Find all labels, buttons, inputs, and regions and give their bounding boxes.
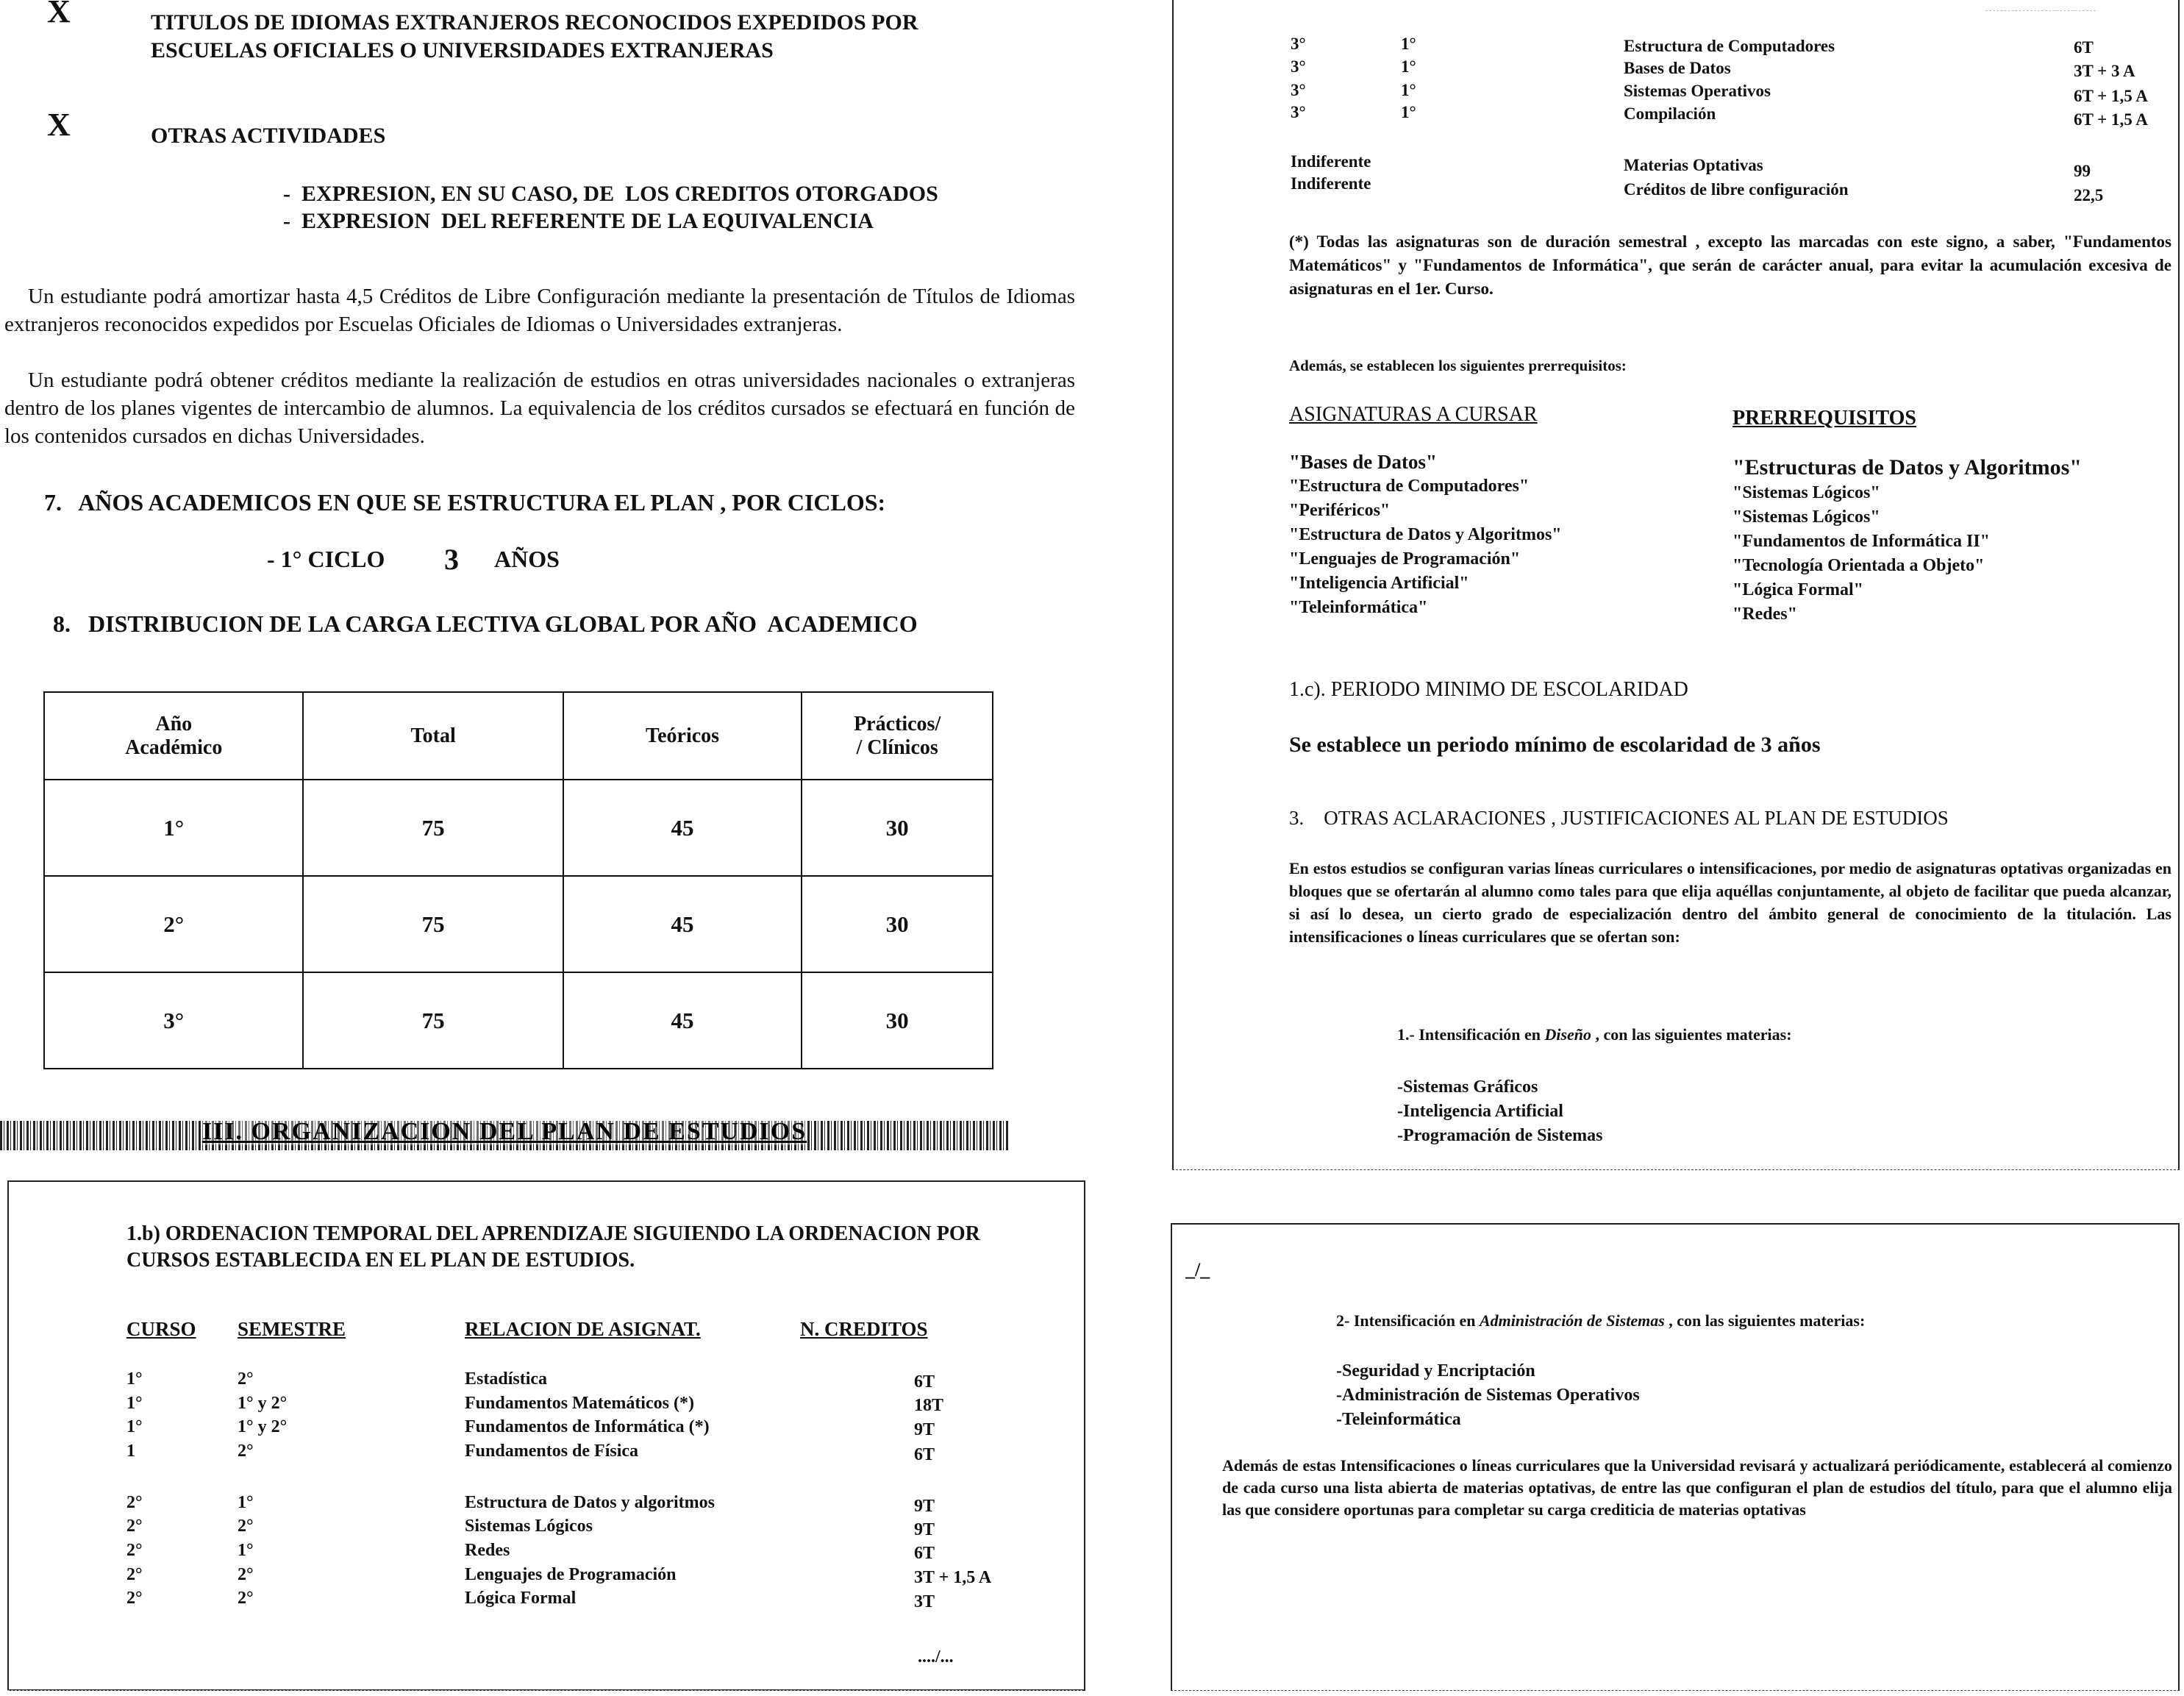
col-creditos-header: N. CREDITOS bbox=[800, 1318, 928, 1340]
header-cell bbox=[802, 692, 993, 780]
row-asignatura: Sistemas Lógicos bbox=[465, 1517, 593, 1536]
asignaturas-col-header: ASIGNATURAS A CURSAR bbox=[1289, 403, 1538, 426]
ciclo-label: - 1° CICLO bbox=[267, 546, 385, 572]
right-top-bottom-edge bbox=[1172, 1169, 2180, 1170]
table-row bbox=[44, 780, 993, 876]
row-creditos: 6T + 1,5 A bbox=[2074, 110, 2148, 129]
row-creditos: 9T bbox=[914, 1520, 935, 1539]
row-creditos: 6T bbox=[914, 1372, 935, 1392]
list-item: "Fundamentos de Informática II" bbox=[1732, 532, 1990, 551]
header-teoricos: Teóricos bbox=[646, 724, 720, 747]
right-bottom-left-border bbox=[1171, 1223, 1172, 1691]
row-semestre: 1° bbox=[1401, 57, 1416, 76]
paragraph-intercambio: Un estudiante podrá obtener créditos mediante la realización de estudios en otras universidades nacionales o extranjeras dentro de los planes vigentes de intercambio de alumnos. La equivalencia de los créditos cursados se efectuará en función de los contenidos cursados en dichas Universidades. bbox=[4, 368, 1075, 448]
row-creditos: 6T bbox=[914, 1544, 935, 1563]
intensificacion-1-suffix: , con las siguientes materias: bbox=[1591, 1025, 1792, 1044]
col-curso-header: CURSO bbox=[126, 1318, 196, 1340]
section-8-heading: 8. DISTRIBUCION DE LA CARGA LECTIVA GLOBAL POR AÑO ACADEMICO bbox=[53, 610, 918, 637]
checkbox-mark-2: X bbox=[47, 107, 71, 143]
row-creditos: 9T bbox=[914, 1497, 935, 1516]
row-semestre: 1° bbox=[1401, 35, 1416, 53]
list-item: -Inteligencia Artificial bbox=[1397, 1102, 1563, 1121]
row-creditos: 99 bbox=[2074, 162, 2091, 180]
idiomas-heading-line1: TITULOS DE IDIOMAS EXTRANJEROS RECONOCIDOS EXPEDIDOS POR bbox=[151, 10, 918, 35]
list-item: "Estructura de Datos y Algoritmos" bbox=[1289, 525, 1562, 544]
header-cell bbox=[303, 692, 563, 780]
intensificacion-2-name: Administración de Sistemas bbox=[1479, 1311, 1665, 1330]
header-cell bbox=[563, 692, 802, 780]
continuation-mark: ..../... bbox=[918, 1647, 954, 1667]
prerrequisitos-col-header: PRERREQUISITOS bbox=[1732, 407, 1917, 430]
row-creditos: 3T + 3 A bbox=[2074, 62, 2135, 80]
header-ano: Año Académico bbox=[125, 712, 223, 759]
table-header-row bbox=[44, 692, 993, 780]
intensificacion-1-list bbox=[1397, 1075, 1603, 1148]
intensificacion-2 bbox=[1336, 1311, 1865, 1330]
section-banner-text: III. ORGANIZACION DEL PLAN DE ESTUDIOS bbox=[201, 1118, 807, 1145]
row-asignatura: Bases de Datos bbox=[1624, 59, 1731, 77]
cell-ano: 3° bbox=[44, 972, 303, 1069]
checkbox-mark-1: X bbox=[47, 0, 71, 29]
row-curso: 2° bbox=[126, 1565, 143, 1584]
row-asignatura: Fundamentos Matemáticos (*) bbox=[465, 1394, 694, 1413]
row-semestre: 1° bbox=[1401, 81, 1416, 99]
row-creditos: 6T bbox=[914, 1445, 935, 1464]
cell-practicos: 30 bbox=[802, 972, 993, 1069]
row-semestre: 1° y 2° bbox=[238, 1417, 288, 1436]
row-asignatura: Lógica Formal bbox=[465, 1589, 577, 1608]
idiomas-heading-line2: ESCUELAS OFICIALES O UNIVERSIDADES EXTRANJERAS bbox=[151, 38, 774, 63]
row-semestre: 1° bbox=[1401, 103, 1416, 121]
row-creditos: 6T + 1,5 A bbox=[2074, 87, 2148, 105]
intensificacion-2-list bbox=[1336, 1359, 1640, 1432]
ordenacion-title-line2: CURSOS ESTABLECIDA EN EL PLAN DE ESTUDIOS. bbox=[126, 1249, 635, 1272]
col-asignatura-header: RELACION DE ASIGNAT. bbox=[465, 1318, 701, 1340]
row-semestre: 2° bbox=[238, 1369, 254, 1389]
asignaturas-note: (*) Todas las asignaturas son de duración semestral , excepto las marcadas con este signo, a saber, "Fundamentos Matemáticos" y "Fundamentos de Informática", que serán de carácter anual, para evitar la acumulación excesiva de asignaturas en el 1er. Curso. bbox=[1289, 232, 2171, 298]
carga-lectiva-table bbox=[43, 691, 993, 1069]
row-asignatura: Materias Optativas bbox=[1624, 156, 1763, 174]
row-curso: Indiferente bbox=[1291, 174, 1371, 193]
cell-total: 75 bbox=[303, 876, 563, 972]
right-top-right-border bbox=[2178, 0, 2180, 1169]
bullet-creditos: - EXPRESION, EN SU CASO, DE LOS CREDITOS OTORGADOS bbox=[283, 182, 938, 206]
row-semestre: 1° bbox=[238, 1541, 254, 1560]
periodo-heading: 1.c). PERIODO MINIMO DE ESCOLARIDAD bbox=[1289, 678, 1688, 701]
row-curso: 3° bbox=[1291, 81, 1306, 99]
row-asignatura: Fundamentos de Física bbox=[465, 1442, 639, 1461]
table-row bbox=[44, 876, 993, 972]
intensificacion-1-name: Diseño bbox=[1544, 1025, 1592, 1044]
row-curso: 2° bbox=[126, 1493, 143, 1512]
list-item: "Periféricos" bbox=[1289, 501, 1391, 520]
scan-speck bbox=[1985, 10, 2096, 11]
idiomas-heading bbox=[151, 9, 918, 65]
row-asignatura: Estructura de Datos y algoritmos bbox=[465, 1493, 715, 1512]
row-curso: 3° bbox=[1291, 57, 1306, 76]
cell-total: 75 bbox=[303, 972, 563, 1069]
row-curso: 2° bbox=[126, 1589, 143, 1608]
cell-teoricos: 45 bbox=[563, 876, 802, 972]
cell-ano: 2° bbox=[44, 876, 303, 972]
paragraph-idiomas: Un estudiante podrá amortizar hasta 4,5 Créditos de Libre Configuración mediante la presentación de Títulos de Idiomas extranjeros reconocidos expedidos por Escuelas Oficiales de Idiomas o Universidades extranjeras. bbox=[4, 285, 1075, 336]
row-semestre: 1° bbox=[238, 1493, 254, 1512]
row-asignatura: Redes bbox=[465, 1541, 510, 1560]
row-creditos: 6T bbox=[2074, 38, 2094, 57]
row-asignatura: Estadística bbox=[465, 1369, 548, 1389]
asignaturas-list bbox=[1289, 450, 1562, 620]
otras-aclaraciones-text: En estos estudios se configuran varias líneas curriculares o intensificaciones, por medio de asignaturas optativas organizadas en bloques que se ofertarán al alumno como tales para que elija aquéllas conjuntamente, al objeto de facilitar que pueda alcanzar, si así lo desea, un cierto grado de especialización dentro del ámbito general de conocimiento de la titulación. Las intensificaciones o líneas curriculares que se ofertan son: bbox=[1289, 859, 2171, 946]
row-curso: 2° bbox=[126, 1517, 143, 1536]
ordenacion-title-line1: 1.b) ORDENACION TEMPORAL DEL APRENDIZAJE SIGUIENDO LA ORDENACION POR bbox=[126, 1222, 980, 1245]
row-semestre: 2° bbox=[238, 1589, 254, 1608]
row-curso: 1° bbox=[126, 1417, 143, 1436]
row-asignatura: Lenguajes de Programación bbox=[465, 1565, 677, 1584]
final-paragraph: Además de estas Intensificaciones o líneas curriculares que la Universidad revisará y actualizará periódicamente, establecerá al comienzo de cada curso una lista abierta de materias optativas, de entre las que configuran el plan de estudios del título, para que el alumno elija las que considere oportunas para completar su carga crediticia de materias optativas bbox=[1222, 1456, 2172, 1519]
header-cell bbox=[44, 692, 303, 780]
cell-total: 75 bbox=[303, 780, 563, 876]
intensificacion-1 bbox=[1397, 1025, 1792, 1044]
row-semestre: 1° y 2° bbox=[238, 1394, 288, 1413]
intensificacion-2-prefix: 2- Intensificación en bbox=[1336, 1311, 1480, 1330]
cell-practicos: 30 bbox=[802, 876, 993, 972]
row-creditos: 3T bbox=[914, 1592, 935, 1611]
right-bottom-bottom-edge bbox=[1171, 1690, 2180, 1691]
cell-teoricos: 45 bbox=[563, 972, 802, 1069]
header-total: Total bbox=[410, 724, 456, 747]
list-item: "Redes" bbox=[1732, 605, 1797, 624]
row-curso: 1° bbox=[126, 1394, 143, 1413]
header-practicos: Prácticos/ / Clínicos bbox=[854, 712, 941, 759]
prerrequisitos-list bbox=[1732, 455, 2082, 627]
row-semestre: 2° bbox=[238, 1565, 254, 1584]
table-row bbox=[44, 972, 993, 1069]
row-semestre: 2° bbox=[238, 1517, 254, 1536]
row-creditos: 18T bbox=[914, 1396, 944, 1415]
scan-edge-left bbox=[7, 1690, 1082, 1691]
col-semestre-header: SEMESTRE bbox=[238, 1318, 346, 1340]
row-creditos: 3T + 1,5 A bbox=[914, 1568, 992, 1587]
cell-ano: 1° bbox=[44, 780, 303, 876]
section-7-heading: 7. AÑOS ACADEMICOS EN QUE SE ESTRUCTURA EL PLAN , POR CICLOS: bbox=[44, 489, 886, 516]
list-item: "Inteligencia Artificial" bbox=[1289, 574, 1469, 593]
ciclo-years: 3 bbox=[444, 543, 459, 576]
list-item: -Programación de Sistemas bbox=[1397, 1126, 1603, 1145]
row-curso: Indiferente bbox=[1291, 152, 1371, 171]
row-asignatura: Fundamentos de Informática (*) bbox=[465, 1417, 710, 1436]
ordenacion-title bbox=[126, 1221, 980, 1274]
list-item: -Teleinformática bbox=[1336, 1410, 1461, 1429]
right-top-left-border bbox=[1172, 0, 1174, 1169]
list-item: "Lógica Formal" bbox=[1732, 580, 1863, 599]
periodo-text: Se establece un periodo mínimo de escolaridad de 3 años bbox=[1289, 733, 1821, 757]
row-creditos: 9T bbox=[914, 1420, 935, 1439]
cell-practicos: 30 bbox=[802, 780, 993, 876]
row-curso: 3° bbox=[1291, 103, 1306, 121]
otras-aclaraciones-heading: 3. OTRAS ACLARACIONES , JUSTIFICACIONES AL PLAN DE ESTUDIOS bbox=[1289, 807, 1949, 829]
row-curso: 2° bbox=[126, 1541, 143, 1560]
right-bottom-top-edge bbox=[1171, 1223, 2180, 1225]
list-item: "Teleinformática" bbox=[1289, 598, 1428, 617]
list-item: -Administración de Sistemas Operativos bbox=[1336, 1386, 1640, 1405]
row-asignatura: Compilación bbox=[1624, 104, 1716, 123]
row-asignatura: Estructura de Computadores bbox=[1624, 37, 1835, 55]
bullet-referente: - EXPRESION DEL REFERENTE DE LA EQUIVALENCIA bbox=[283, 209, 874, 233]
list-item: -Sistemas Gráficos bbox=[1397, 1077, 1538, 1097]
page-mark: _/_ bbox=[1185, 1259, 1210, 1280]
list-item: "Bases de Datos" bbox=[1289, 451, 1437, 473]
list-item: "Sistemas Lógicos" bbox=[1732, 507, 1880, 527]
section-banner-title bbox=[0, 1118, 1009, 1146]
row-asignatura: Sistemas Operativos bbox=[1624, 82, 1771, 100]
otras-actividades-heading: OTRAS ACTIVIDADES bbox=[151, 124, 386, 148]
list-item: "Estructura de Computadores" bbox=[1289, 477, 1530, 496]
row-asignatura: Créditos de libre configuración bbox=[1624, 180, 1849, 199]
list-item: -Seguridad y Encriptación bbox=[1336, 1361, 1535, 1380]
row-curso: 3° bbox=[1291, 35, 1306, 53]
row-creditos: 22,5 bbox=[2074, 186, 2104, 204]
list-item: "Lenguajes de Programación" bbox=[1289, 549, 1521, 569]
row-curso: 1 bbox=[126, 1442, 135, 1461]
intensificacion-1-prefix: 1.- Intensificación en bbox=[1397, 1025, 1545, 1044]
list-item: "Tecnología Orientada a Objeto" bbox=[1732, 556, 1985, 575]
ciclo-unit: AÑOS bbox=[494, 546, 560, 572]
list-item: "Sistemas Lógicos" bbox=[1732, 483, 1880, 502]
list-item: "Estructuras de Datos y Algoritmos" bbox=[1732, 455, 2082, 480]
prereq-intro: Además, se establecen los siguientes prerrequisitos: bbox=[1289, 357, 1627, 374]
row-curso: 1° bbox=[126, 1369, 143, 1389]
cell-teoricos: 45 bbox=[563, 780, 802, 876]
row-semestre: 2° bbox=[238, 1442, 254, 1461]
intensificacion-2-suffix: , con las siguientes materias: bbox=[1664, 1311, 1866, 1330]
right-bottom-right-border bbox=[2178, 1223, 2180, 1691]
